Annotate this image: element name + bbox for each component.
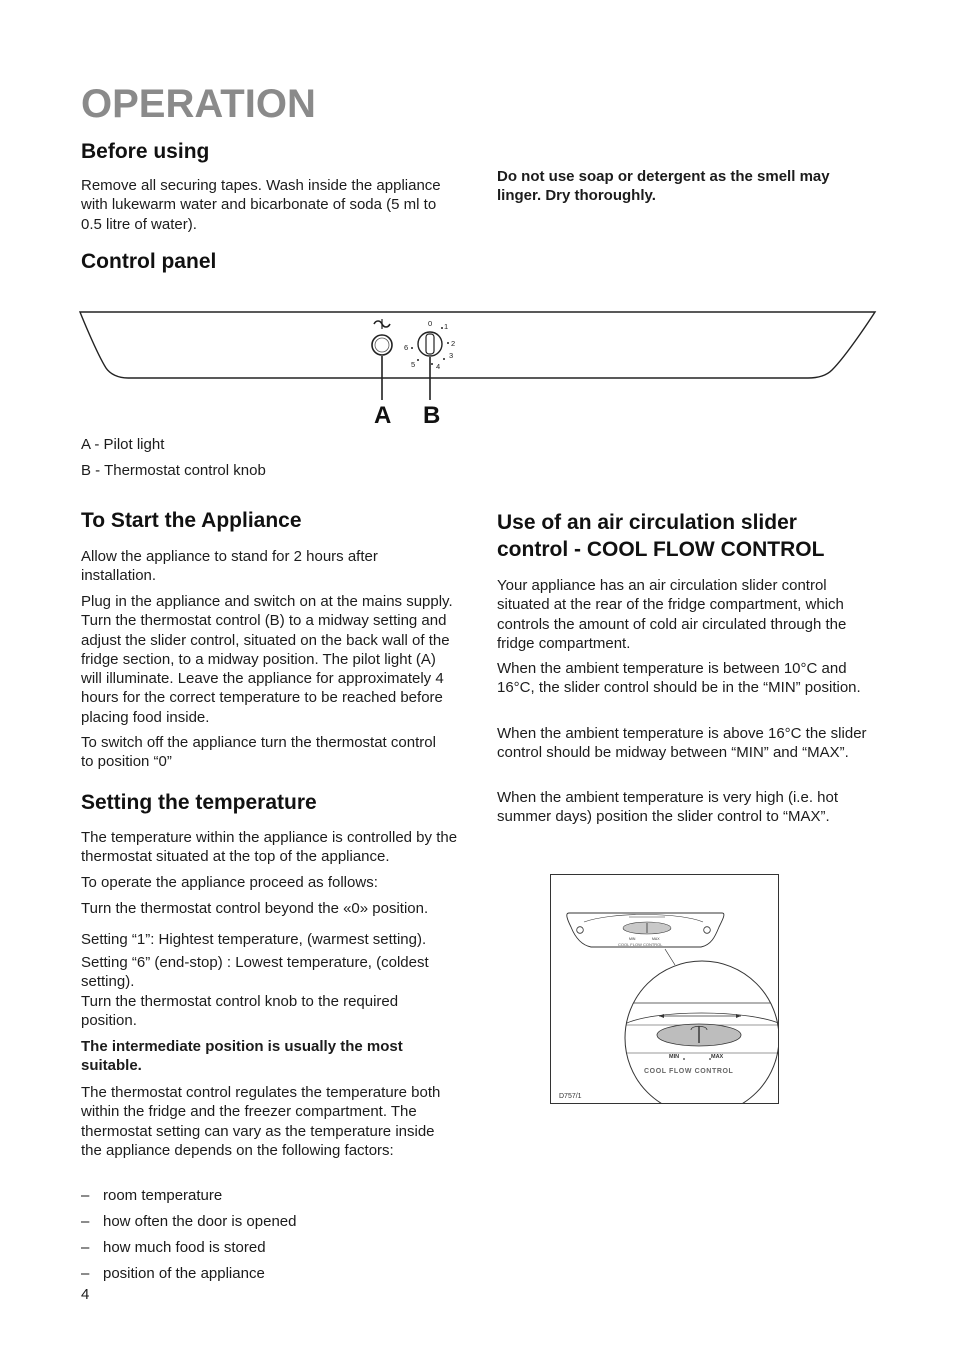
- label-b: B: [423, 402, 441, 429]
- big-min-label: MIN: [669, 1054, 680, 1060]
- cool-flow-heading: Use of an air circulation slider control - COOL FLOW CONTROL: [497, 511, 825, 561]
- setting-heading: Setting the temperature: [81, 791, 317, 814]
- factors-list: [81, 1186, 296, 1290]
- setting-p4: Setting “1”: Hightest temperature, (warmest setting).: [81, 931, 427, 948]
- dial-mark-3: 3: [449, 351, 454, 360]
- cool-flow-p4: When the ambient temperature is very high (i.e. hot summer days) position the slider control to “MAX”.: [497, 789, 839, 826]
- tilde-icon: [374, 319, 390, 329]
- dial-mark-0: 0: [428, 319, 433, 328]
- before-using-text: Remove all securing tapes. Wash inside the appliance with lukewarm water and bicarbonate of soda (5 ml to 0.5 litre of water).: [81, 177, 441, 233]
- setting-p5b: Turn the thermostat control knob to the required position.: [81, 993, 399, 1030]
- dial-mark-2: 2: [451, 339, 456, 348]
- start-p1: Allow the appliance to stand for 2 hours after installation.: [81, 548, 378, 585]
- legend-a: A - Pilot light: [81, 436, 165, 453]
- cool-flow-p2: When the ambient temperature is between 10°C and 16°C, the slider control should be in the “MIN” position.: [497, 660, 861, 697]
- page-number: 4: [81, 1286, 90, 1303]
- list-item: – how often the door is opened: [81, 1213, 297, 1230]
- setting-p3: Turn the thermostat control beyond the «0» position.: [81, 900, 429, 917]
- dial-mark-5: 5: [411, 360, 416, 369]
- before-using-heading: Before using: [81, 140, 210, 163]
- setting-p2: To operate the appliance proceed as follows:: [81, 874, 378, 891]
- start-p2: Plug in the appliance and switch on at the mains supply. Turn the thermostat control (B) to a midway setting and adjust the slider control, situated on the back wall of the fridge section, to a midway position. The pilot light (A) will illuminate. Leave the appliance for approximately 4 hours for the correct temperature to be reached before placing food inside.: [81, 593, 453, 726]
- list-item: – position of the appliance: [81, 1265, 265, 1282]
- cool-flow-p3: When the ambient temperature is above 16°C the slider control should be midway between “MIN” and “MAX”.: [497, 725, 867, 762]
- page-title: OPERATION: [81, 82, 316, 126]
- small-cool-flow-label: COOL FLOW CONTROL: [618, 942, 663, 947]
- small-max-label: MAX: [652, 937, 660, 941]
- label-a: A: [374, 402, 392, 429]
- control-panel-diagram: [78, 308, 878, 433]
- cool-flow-diagram: [550, 874, 779, 1104]
- setting-p6: The intermediate position is usually the most suitable.: [81, 1038, 403, 1075]
- thermostat-knob-icon: [418, 332, 442, 356]
- small-min-label: MIN: [629, 937, 636, 941]
- dial-mark-6: 6: [404, 343, 409, 352]
- before-using-warning: Do not use soap or detergent as the smell may linger. Dry thoroughly.: [497, 168, 830, 205]
- list-item: – how much food is stored: [81, 1239, 266, 1256]
- big-max-label: MAX: [711, 1054, 724, 1060]
- setting-p1: The temperature within the appliance is controlled by the thermostat situated at the top of the appliance.: [81, 829, 458, 866]
- start-p3: To switch off the appliance turn the thermostat control to position “0”: [81, 734, 436, 771]
- big-cool-flow-label: COOL FLOW CONTROL: [644, 1068, 734, 1075]
- legend-b: B - Thermostat control knob: [81, 462, 266, 479]
- dial-mark-1: 1: [444, 322, 449, 331]
- start-heading: To Start the Appliance: [81, 509, 302, 532]
- setting-p5a: Setting “6” (end-stop) : Lowest temperature, (coldest setting).: [81, 954, 429, 991]
- dial-mark-4: 4: [436, 362, 441, 371]
- setting-p7: The thermostat control regulates the temperature both within the fridge and the freezer compartment. The thermostat setting can vary as the temperature inside the appliance depends on the following factors:: [81, 1084, 441, 1159]
- control-panel-outline: [80, 312, 875, 378]
- diagram-code: D757/1: [559, 1093, 582, 1100]
- list-item: – room temperature: [81, 1187, 223, 1204]
- cool-flow-p1: Your appliance has an air circulation slider control situated at the rear of the fridge compartment, which controls the amount of cold air circulated through the fridge compartment.: [497, 577, 847, 652]
- control-panel-heading: Control panel: [81, 250, 217, 273]
